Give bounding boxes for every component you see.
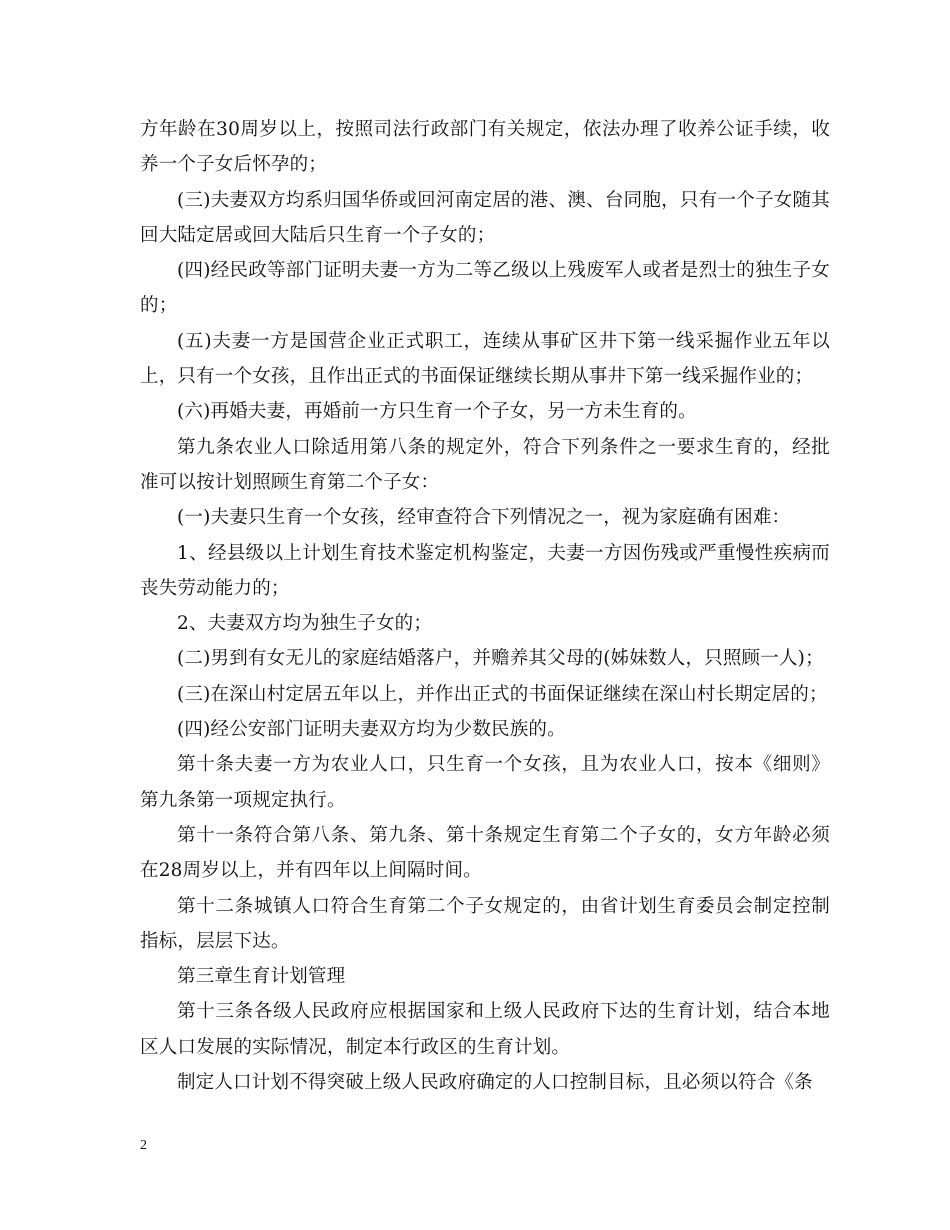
page-number: 2 (140, 1138, 147, 1153)
paragraph-5: (六)再婚夫妻，再婚前一方只生育一个子女，另一方未生育的。 (177, 401, 697, 423)
paragraph-14: 第十一条符合第八条、第九条、第十条规定生育第二个子女的，女方年龄必须在28周岁以上，并有四年以上间隔时间。 (140, 824, 830, 882)
paragraph-4: (五)夫妻一方是国营企业正式职工，连续从事矿区井下第一线采掘作业五年以上，只有一个女孩，且作出正式的书面保证继续长期从事井下第一线采掘作业的； (140, 330, 830, 388)
paragraph-10: (二)男到有女无儿的家庭结婚落户，并赡养其父母的(姊妹数人，只照顾一人)； (177, 648, 824, 670)
paragraph-13: 第十条夫妻一方为农业人口，只生育一个女孩，且为农业人口，按本《细则》第九条第一项规定执行。 (140, 754, 830, 811)
paragraph-15: 第十二条城镇人口符合生育第二个子女规定的，由省计划生育委员会制定控制指标，层层下达。 (140, 895, 830, 952)
document-body (140, 112, 830, 1100)
paragraph-7: (一)夫妻只生育一个女孩，经审查符合下列情况之一，视为家庭确有困难： (177, 507, 791, 529)
paragraph-18: 制定人口计划不得突破上级人民政府确定的人口控制目标，且必须以符合《条 (177, 1072, 813, 1094)
paragraph-3: (四)经民政等部门证明夫妻一方为二等乙级以上残废军人或者是烈士的独生子女的； (140, 260, 830, 317)
paragraph-2: (三)夫妻双方均系归国华侨或回河南定居的港、澳、台同胞，只有一个子女随其回大陆定居或回大陆后只生育一个子女的； (140, 189, 830, 246)
paragraph-9: 2、夫妻双方均为独生子女的； (177, 613, 433, 635)
paragraph-11: (三)在深山村定居五年以上，并作出正式的书面保证继续在深山村长期定居的； (177, 683, 828, 705)
paragraph-17: 第十三条各级人民政府应根据国家和上级人民政府下达的生育计划，结合本地区人口发展的实际情况，制定本行政区的生育计划。 (140, 1001, 830, 1058)
paragraph-12: (四)经公安部门证明夫妻双方均为少数民族的。 (177, 719, 566, 741)
paragraph-8: 1、经县级以上计划生育技术鉴定机构鉴定，夫妻一方因伤残或严重慢性疾病而丧失劳动能力的； (140, 542, 830, 599)
paragraph-1: 方年龄在30周岁以上，按照司法行政部门有关规定，依法办理了收养公证手续，收养一个子女后怀孕的； (140, 119, 830, 176)
paragraph-6: 第九条农业人口除适用第八条的规定外，符合下列条件之一要求生育的，经批准可以按计划照顾生育第二个子女： (140, 436, 830, 493)
chapter-heading: 第三章生育计划管理 (177, 966, 346, 988)
